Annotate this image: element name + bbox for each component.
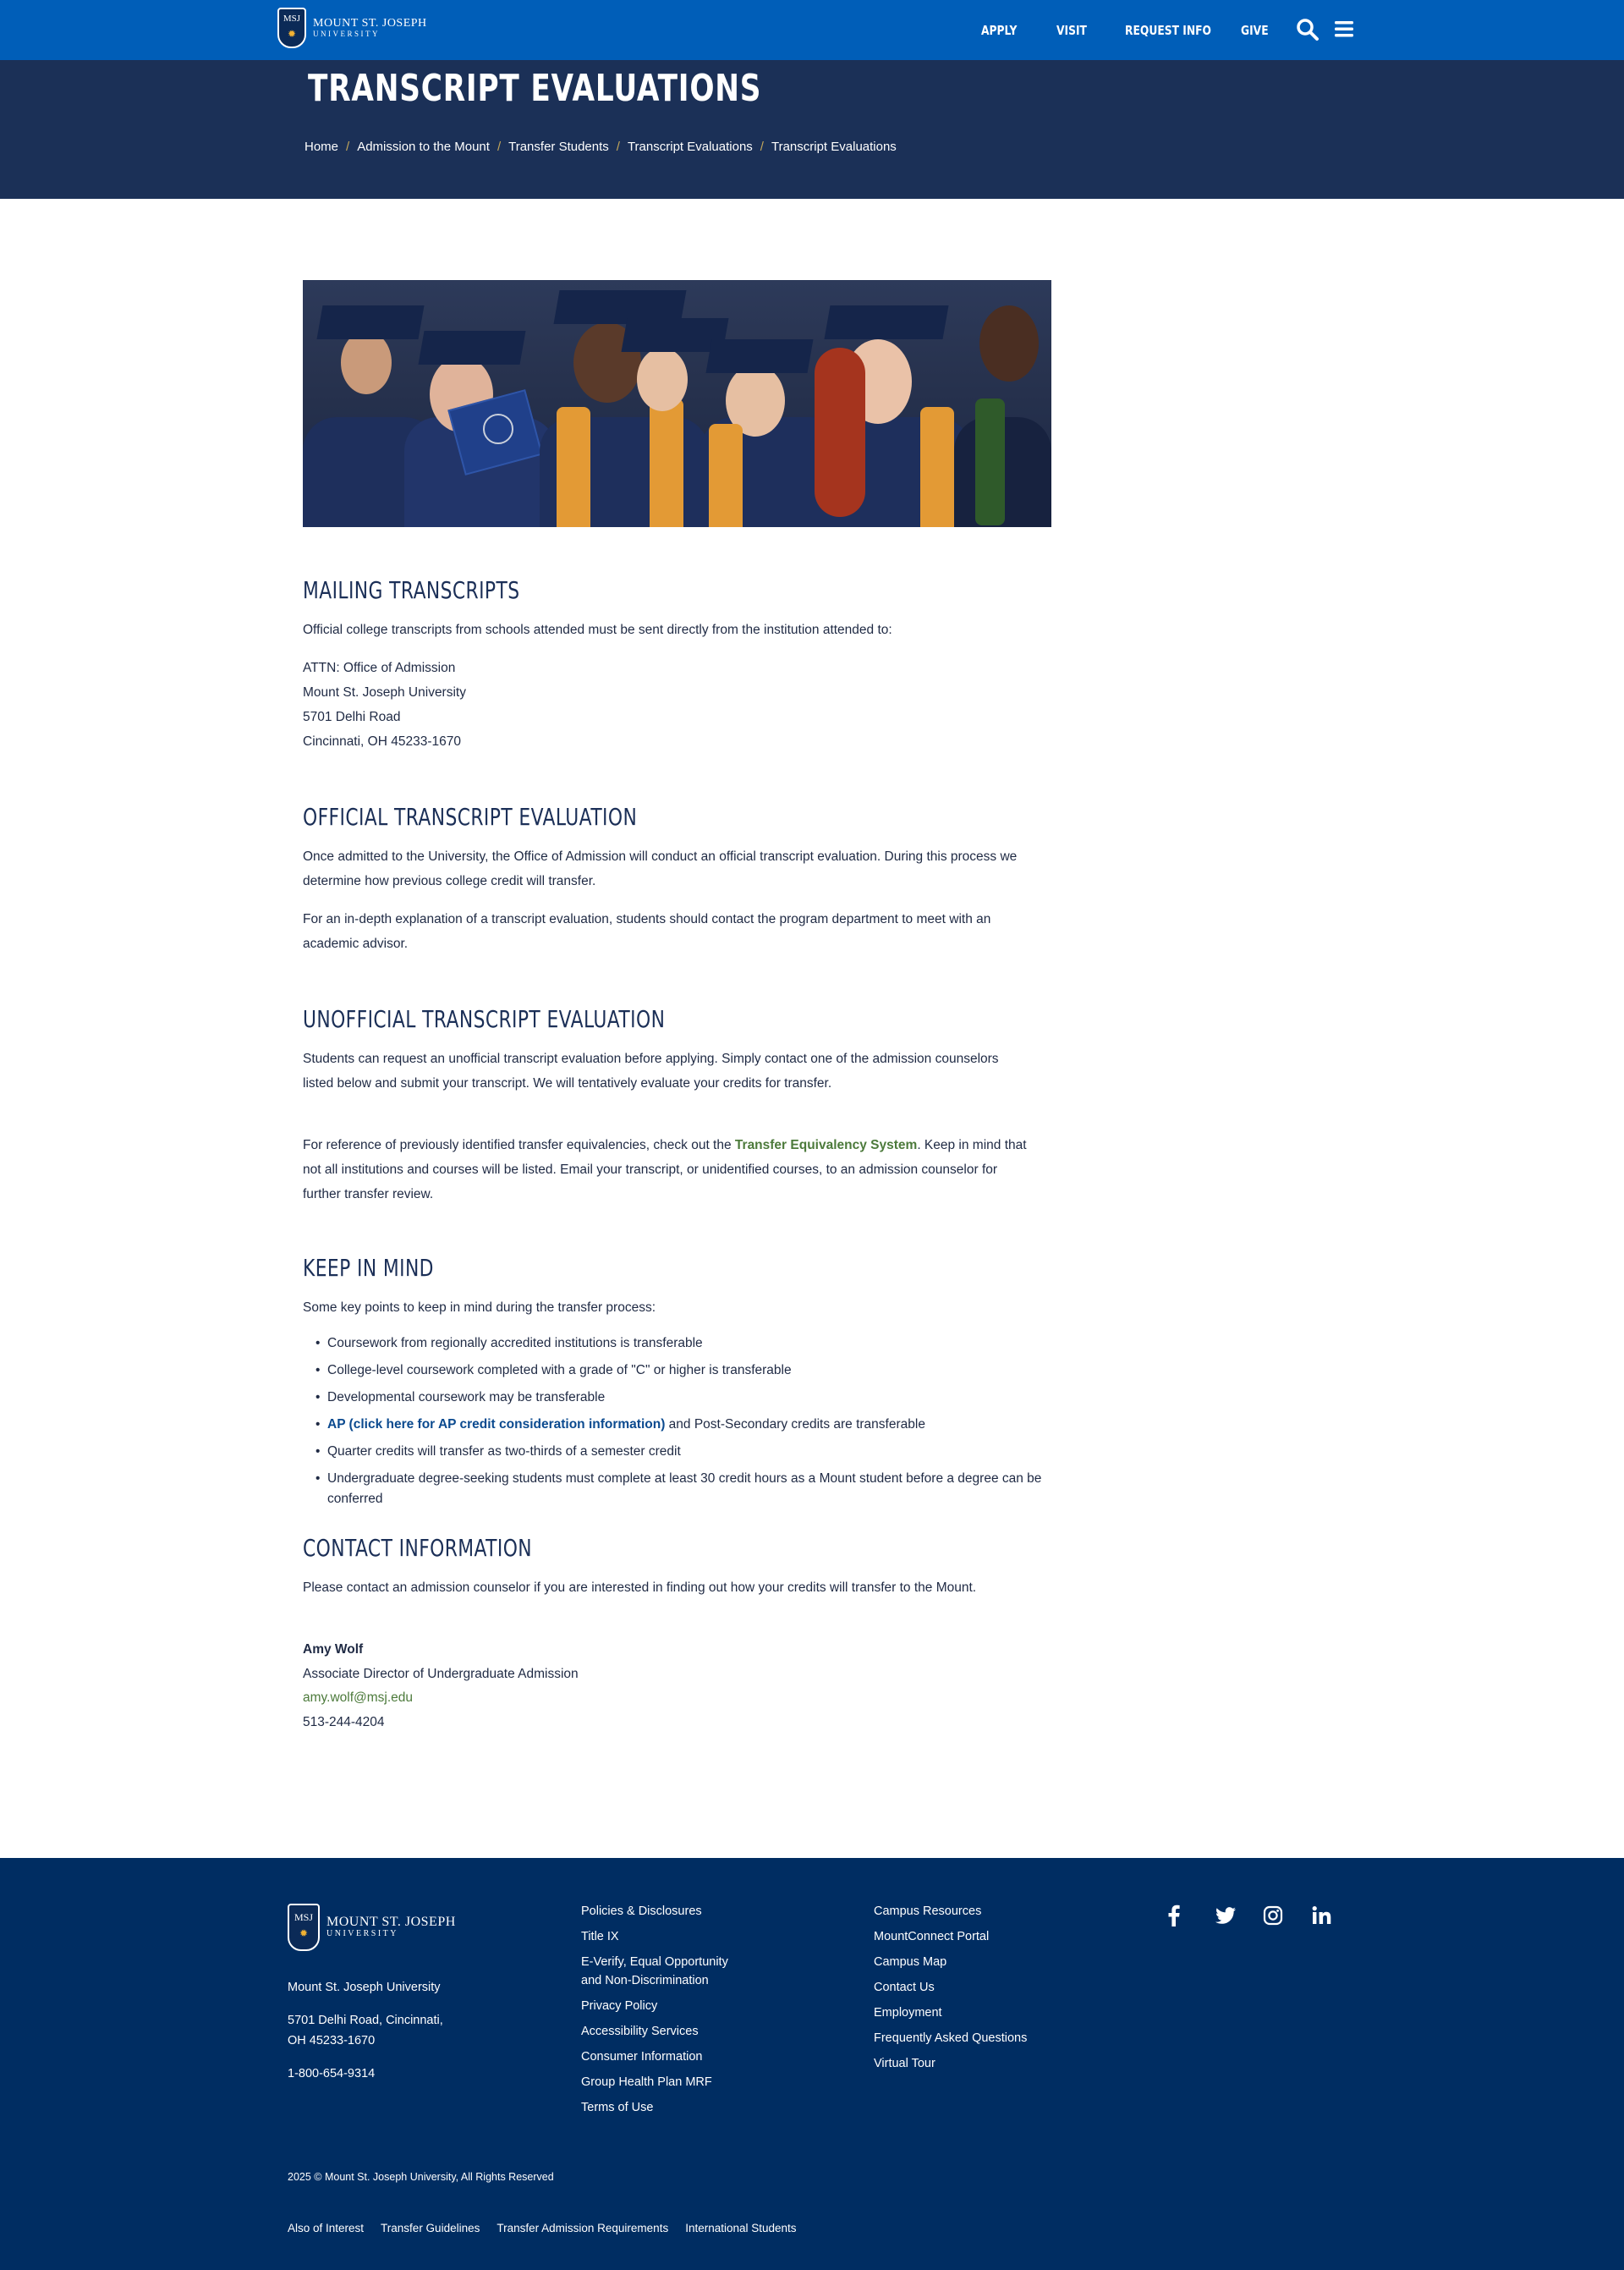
mailing-transcripts-heading: MAILING TRANSCRIPTS [303, 576, 520, 604]
footer-link[interactable]: Transfer Guidelines [381, 2222, 480, 2234]
footer-link[interactable]: Privacy Policy [581, 1999, 658, 2013]
keep-in-mind-list [315, 1333, 1060, 1516]
breadcrumb-admission[interactable]: Admission to the Mount [357, 140, 490, 154]
page-hero-band [0, 60, 1624, 199]
transfer-equivalency-link[interactable]: Transfer Equivalency System [734, 1138, 918, 1152]
address-line: 5701 Delhi Road [303, 710, 401, 724]
also-of-interest-label: Also of Interest [288, 2222, 365, 2234]
search-icon[interactable] [1296, 18, 1320, 41]
also-of-interest-links [288, 2222, 814, 2234]
footer-link[interactable]: Employment [874, 2006, 942, 2020]
footer-logo[interactable]: MSJ ✹ MOUNT ST. JOSEPH UNIVERSITY [288, 1904, 456, 1951]
footer-link[interactable]: Group Health Plan MRF [581, 2075, 712, 2089]
page-title: TRANSCRIPT EVALUATIONS [308, 67, 762, 110]
footer-link[interactable]: Accessibility Services [581, 2025, 699, 2038]
footer-university-name: Mount St. Joseph University [288, 1981, 441, 1994]
official-evaluation-heading: OFFICIAL TRANSCRIPT EVALUATION [303, 803, 638, 831]
address-line: ATTN: Office of Admission [303, 661, 456, 675]
keep-in-mind-heading: KEEP IN MIND [303, 1254, 434, 1282]
contact-phone: 513-244-4204 [303, 1715, 385, 1729]
keep-in-mind-intro: Some key points to keep in mind during the transfer process: [303, 1300, 656, 1315]
unofficial-evaluation-heading: UNOFFICIAL TRANSCRIPT EVALUATION [303, 1005, 666, 1033]
top-navigation-bar [0, 0, 1624, 60]
twitter-icon[interactable] [1214, 1904, 1237, 1927]
contact-information-heading: CONTACT INFORMATION [303, 1534, 533, 1562]
logo-shield-icon: MSJ ✹ [277, 8, 306, 48]
official-paragraph-1: Once admitted to the University, the Office of Admission will conduct an official transcript evaluation. During this process we determine how previous college credit will transfer. [303, 849, 1018, 888]
footer-link[interactable]: Consumer Information [581, 2050, 703, 2064]
footer-address-2: OH 45233-1670 [288, 2034, 376, 2047]
unofficial-paragraph-2: For reference of previously identified transfer equivalencies, check out the Transfer Equivalency System. Keep in mind that not all institutions and courses will be listed. Email your transcript, or unidentified courses, to an admission counselor for further transfer review. [303, 1138, 1027, 1201]
official-paragraph-2: For an in-depth explanation of a transcript evaluation, students should contact the program department to meet with an academic advisor. [303, 912, 991, 951]
address-line: Cincinnati, OH 45233-1670 [303, 734, 461, 749]
copyright-text: 2025 © Mount St. Joseph University, All Rights Reserved [288, 2171, 554, 2183]
footer-link[interactable]: Virtual Tour [874, 2057, 935, 2070]
breadcrumb-transcript-evaluations[interactable]: Transcript Evaluations [627, 140, 753, 154]
nav-give-link[interactable]: GIVE [1241, 22, 1269, 38]
site-footer [0, 1858, 1624, 2270]
breadcrumb: Home / Admission to the Mount / Transfer Students / Transcript Evaluations / Transcript Evaluations [304, 140, 897, 154]
footer-link[interactable]: Campus Resources [874, 1904, 982, 1918]
footer-link[interactable]: Transfer Admission Requirements [497, 2222, 669, 2234]
contact-title: Associate Director of Undergraduate Admission [303, 1667, 579, 1681]
breadcrumb-current: Transcript Evaluations [771, 140, 897, 154]
breadcrumb-home[interactable]: Home [304, 140, 339, 154]
hamburger-menu-icon[interactable] [1334, 19, 1354, 39]
site-logo[interactable] [277, 7, 427, 49]
list-item: • AP (click here for AP credit consideration information) and Post-Secondary credits are transferable [315, 1415, 1060, 1435]
logo-line-1: MOUNT ST. JOSEPH [313, 16, 427, 30]
footer-links-column-2 [874, 1899, 1027, 2076]
address-line: Mount St. Joseph University [303, 685, 466, 700]
ap-credit-link[interactable]: AP (click here for AP credit consideration information) [327, 1417, 666, 1432]
logo-shield-icon: MSJ ✹ [288, 1904, 320, 1951]
footer-link[interactable]: Policies & Disclosures [581, 1904, 702, 1918]
list-item: • Developmental coursework may be transferable [315, 1388, 1060, 1408]
footer-link[interactable]: E-Verify, Equal Opportunity and Non-Discrimination [581, 1955, 728, 1987]
footer-link[interactable]: Contact Us [874, 1981, 935, 1994]
footer-link[interactable]: Title IX [581, 1930, 619, 1943]
contact-intro: Please contact an admission counselor if you are interested in finding out how your credits will transfer to the Mount. [303, 1580, 977, 1595]
footer-links-column-1 [581, 1899, 728, 2120]
footer-phone: 1-800-654-9314 [288, 2067, 376, 2080]
nav-apply-link[interactable]: APPLY [981, 22, 1018, 38]
footer-link[interactable]: Campus Map [874, 1955, 947, 1969]
main-content [303, 280, 1047, 1729]
linkedin-icon[interactable] [1309, 1904, 1333, 1927]
footer-link[interactable]: International Students [685, 2222, 797, 2234]
contact-name: Amy Wolf [303, 1642, 364, 1657]
mailing-intro: Official college transcripts from schools attended must be sent directly from the institution attended to: [303, 623, 892, 637]
logo-line-2: UNIVERSITY [313, 29, 380, 38]
footer-address-1: 5701 Delhi Road, Cincinnati, [288, 2014, 443, 2027]
unofficial-paragraph-1: Students can request an unofficial transcript evaluation before applying. Simply contact one of the admission counselors listed below and submit your transcript. We will tentatively evaluate your credits for transfer. [303, 1052, 999, 1091]
graduation-photo [303, 280, 1051, 527]
footer-link[interactable]: Terms of Use [581, 2101, 654, 2114]
footer-link[interactable]: MountConnect Portal [874, 1930, 990, 1943]
list-item: • Undergraduate degree-seeking students must complete at least 30 credit hours as a Mount student before a degree can be conferred [315, 1469, 1043, 1509]
nav-request-info-link[interactable]: REQUEST INFO [1125, 22, 1211, 38]
footer-link[interactable]: Frequently Asked Questions [874, 2031, 1028, 2045]
instagram-icon[interactable] [1261, 1904, 1285, 1927]
breadcrumb-transfer-students[interactable]: Transfer Students [508, 140, 609, 154]
contact-email-link[interactable]: amy.wolf@msj.edu [303, 1690, 414, 1705]
list-item: • Quarter credits will transfer as two-thirds of a semester credit [315, 1442, 1060, 1462]
nav-visit-link[interactable]: VISIT [1056, 22, 1087, 38]
list-item: • Coursework from regionally accredited institutions is transferable [315, 1333, 1060, 1354]
facebook-icon[interactable] [1162, 1904, 1186, 1927]
list-item: • College-level coursework completed with a grade of "C" or higher is transferable [315, 1360, 1060, 1381]
